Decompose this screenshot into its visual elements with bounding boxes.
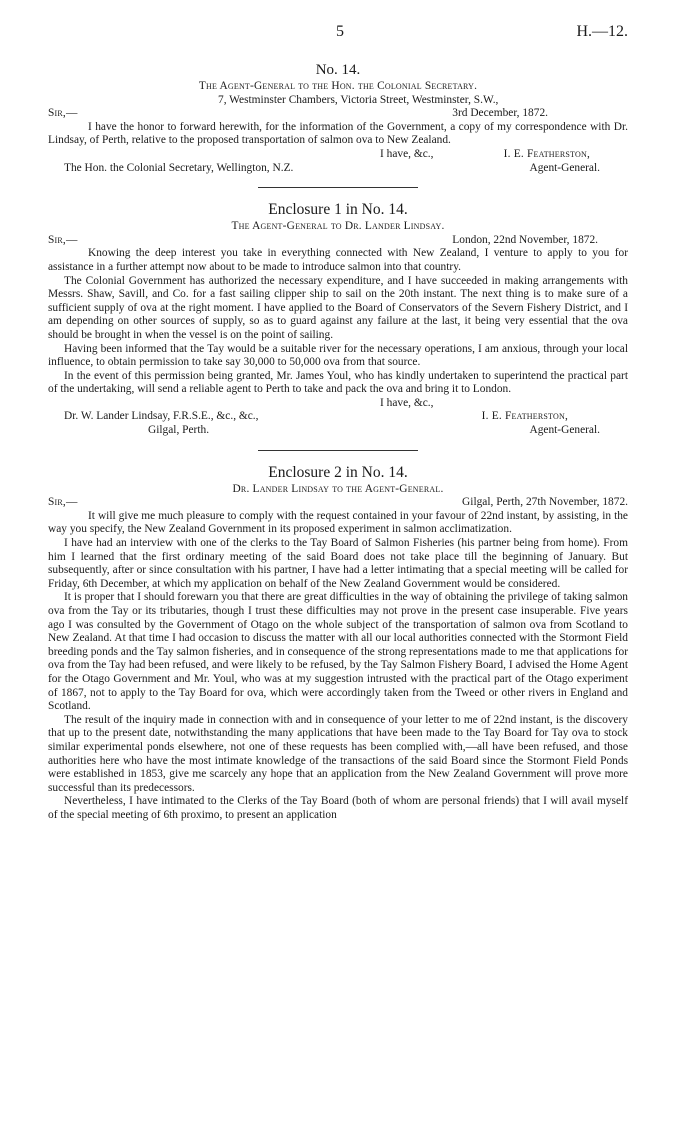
recipient-place: Gilgal, Perth. [148, 424, 210, 437]
closing: I have, &c., [380, 147, 434, 160]
enclosure-from-to: The Agent-General to Dr. Lander Lindsay. [231, 220, 445, 233]
signature: I. E. Featherston, [481, 410, 568, 423]
letter-date: London, 22nd November, 1872. [452, 233, 598, 246]
section-divider [258, 450, 418, 451]
salutation: Sir,— [48, 107, 78, 120]
recipient: The Hon. the Colonial Secretary, Wellington, N.Z. [64, 161, 294, 174]
paragraph: In the event of this permission being granted, Mr. James Youl, who has kindly undertaken to superintend the practical part of the undertaking, will send a reliable agent to Perth to take and pack the ova and bring it to London. [48, 369, 628, 396]
paragraph: The Colonial Government has authorized the necessary expenditure, and I have succeeded in making arrangements with Messrs. Shaw, Savill, and Co. for a fast sailing clipper ship to sail on the 20th instant. The next thing is to make sure of a sufficient supply of ova at the right moment. I have applied to the Board of Conservators of the Severn Fishery District, and I am depending on other sources of supply, so as to guard against any failure at the last, it being very essential that the ova should be brought in when the vessel is on the point of sailing. [48, 274, 628, 341]
letter-date: 3rd December, 1872. [452, 107, 548, 120]
paragraph: It is proper that I should forewarn you that there are great difficulties in the way of obtaining the privilege of taking salmon ova from the Tay or its tributaries, though I trust these difficulties may not prove in the present case insuperable. Five years ago I was consulted by the Government of Otago on the whole subject of the transportation of salmon ova from Scotland to New Zealand. At that time I had occasion to discuss the matter with all our local authorities connected with the Stormont Field breeding ponds and the Tay salmon fisheries, and in consequence of the strong representations made to me that applications for ova from the Tay had been refused, and were likely to be refused, by the Tay Salmon Fishery Board, I advised the Home Agent for the Otago Government and Mr. Youl, who was at my suggestion intrusted with the practical part of the Otago experiment of 1867, not to apply to the Tay Board for ova, which were accordingly taken from the Tweed or other rivers in England and Scotland. [48, 591, 628, 713]
closing: I have, &c., [380, 396, 434, 409]
paragraph: Knowing the deep interest you take in everything connected with New Zealand, I venture to apply to you for assistance in a further attempt now about to be made to introduce salmon into that country. [48, 247, 628, 273]
letter-from-to: The Agent-General to the Hon. the Colonial Secretary. [198, 80, 478, 92]
letter-number: No. 14. [315, 62, 361, 78]
paragraph: The result of the inquiry made in connection with and in consequence of your letter to me of 22nd instant, is the discovery that up to the present date, notwithstanding the many applications that have been made to the Tay Board for Tay ova to stock similar experimental ponds elsewhere, not one of these requests has been complied with,—all have been refused, and those authorities here who have the most intimate knowledge of the transactions of the said Board since the Stormont Field Ponds were established in 1853, give me scarcely any hope that an application from the New Zealand Government will prove more successful than its predecessors. [48, 713, 628, 794]
page-header [0, 25, 700, 47]
enclosure-from-to: Dr. Lander Lindsay to the Agent-General. [232, 482, 444, 495]
enclosure-1 [48, 200, 628, 438]
document-code: H.—12. [576, 23, 628, 40]
recipient: Dr. W. Lander Lindsay, F.R.S.E., &c., &c., [64, 410, 259, 423]
letter-address: 7, Westminster Chambers, Victoria Street, Westminster, S.W., [218, 93, 499, 106]
letter-date: Gilgal, Perth, 27th November, 1872. [462, 496, 628, 509]
page-body [48, 60, 628, 823]
paragraph: I have had an interview with one of the clerks to the Tay Board of Salmon Fisheries (his partner being from home). From him I learned that the first ordinary meeting of the said Board does not take place till the beginning of January. But subsequently, after or since consultation with his partner, I have had a letter intimating that a special meeting will be called for Friday, 6th December, at which my application on behalf of the New Zealand Government would be considered. [48, 537, 628, 590]
salutation-row [48, 107, 628, 121]
signature: I. E. Featherston, [503, 147, 590, 160]
paragraph: Nevertheless, I have intimated to the Clerks of the Tay Board (both of whom are personal friends) that I will avail myself of the special meeting of 6th proximo, to present an application [48, 795, 628, 821]
salutation-row [48, 496, 628, 510]
section-divider [258, 187, 418, 188]
signature-row [48, 410, 628, 424]
letter-no-14 [48, 60, 628, 175]
page-number: 5 [336, 23, 344, 40]
enclosure-heading: Enclosure 2 in No. 14. [268, 463, 408, 481]
salutation: Sir,— [48, 233, 78, 246]
signature-row-2 [48, 424, 628, 438]
salutation: Sir,— [48, 496, 78, 509]
signatory-title: Agent-General. [529, 424, 600, 437]
enclosure-2 [48, 463, 628, 823]
signatory-title: Agent-General. [529, 161, 600, 174]
salutation-row [48, 234, 628, 248]
paragraph: I have the honor to forward herewith, for the information of the Government, a copy of my correspondence with Dr. Lindsay, of Perth, relative to the proposed transportation of salmon ova to New Zealand. [48, 120, 628, 147]
enclosure-heading: Enclosure 1 in No. 14. [268, 201, 408, 219]
paragraph: It will give me much pleasure to comply with the request contained in your favour of 22nd instant, by assisting, in the way you specify, the New Zealand Government in its proposed experiment in salmon acclimatization. [48, 509, 628, 536]
paragraph: Having been informed that the Tay would be a suitable river for the necessary operations, I am anxious, through your local influence, to obtain permission to take say 30,000 to 50,000 ova from that source. [48, 342, 628, 369]
